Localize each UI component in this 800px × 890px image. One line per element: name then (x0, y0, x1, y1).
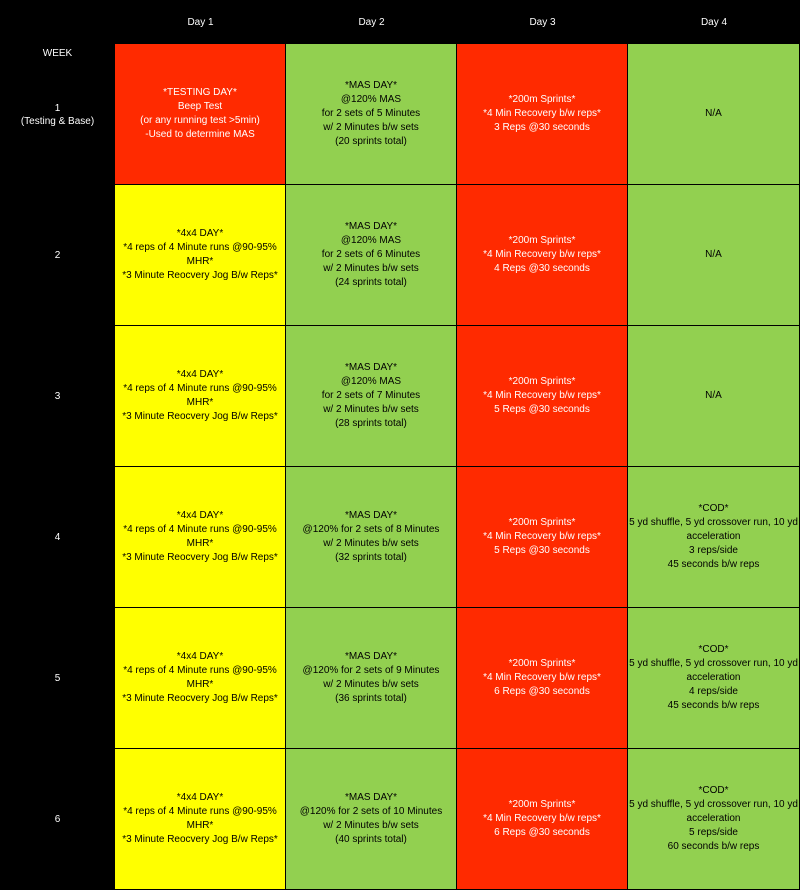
workout-line: 4 reps/side (689, 686, 738, 697)
workout-line: *4x4 DAY* (176, 510, 224, 521)
workout-line: *4 Min Recovery b/w reps* (483, 249, 601, 260)
header-day-4: Day 4 (700, 16, 728, 28)
week-column-label: WEEK (42, 48, 73, 59)
workout-line: *3 Minute Reocvery Jog B/w Reps* (122, 411, 278, 422)
workout-line: (36 sprints total) (335, 693, 407, 704)
workout-line: for 2 sets of 5 Minutes (321, 108, 421, 119)
workout-line: (40 sprints total) (335, 834, 407, 845)
week-number (0, 44, 115, 185)
workout-line: *MAS DAY* (344, 792, 398, 803)
workout-line: for 2 sets of 7 Minutes (321, 390, 421, 401)
week-label-line: 3 (54, 391, 61, 402)
workout-cell-week-4-day-3 (457, 467, 628, 608)
workout-line: @120% MAS (340, 235, 402, 246)
header-day-3: Day 3 (529, 16, 556, 28)
week-number (0, 326, 115, 467)
workout-line: acceleration (686, 813, 741, 824)
workout-cell-week-5-day-4 (628, 608, 800, 749)
corner-cell (0, 0, 115, 44)
workout-cell-week-4-day-1 (115, 467, 286, 608)
workout-cell-week-6-day-3 (457, 749, 628, 890)
workout-line: *200m Sprints* (508, 517, 576, 528)
workout-cell-week-4-day-2 (286, 467, 457, 608)
workout-line: 5 Reps @30 seconds (494, 404, 590, 415)
header-day-1: Day 1 (187, 16, 214, 28)
workout-cell-week-6-day-2 (286, 749, 457, 890)
workout-line: *COD* (698, 644, 729, 655)
workout-line: *200m Sprints* (508, 235, 576, 246)
workout-line: *3 Minute Reocvery Jog B/w Reps* (122, 834, 278, 845)
workout-line: 3 Reps @30 seconds (494, 122, 590, 133)
header-day-2: Day 2 (358, 16, 385, 28)
workout-line: @120% for 2 sets of 8 Minutes (302, 524, 440, 535)
week-label-line: 6 (54, 814, 61, 825)
workout-line: acceleration (686, 672, 741, 683)
workout-line: 6 Reps @30 seconds (494, 686, 590, 697)
workout-line: *200m Sprints* (508, 376, 576, 387)
workout-line: *3 Minute Reocvery Jog B/w Reps* (122, 552, 278, 563)
workout-cell-week-3-day-1 (115, 326, 286, 467)
workout-line: (28 sprints total) (335, 418, 407, 429)
week-label-line: 4 (54, 532, 61, 543)
workout-line: *4 Min Recovery b/w reps* (483, 531, 601, 542)
workout-line: 45 seconds b/w reps (667, 700, 760, 711)
workout-line: w/ 2 Minutes b/w sets (323, 122, 419, 133)
workout-line: *200m Sprints* (508, 94, 576, 105)
workout-cell-week-3-day-4 (628, 326, 800, 467)
workout-cell-week-5-day-1 (115, 608, 286, 749)
workout-line: 5 yd shuffle, 5 yd crossover run, 10 yd (629, 658, 798, 669)
workout-line: *COD* (698, 785, 729, 796)
workout-line: w/ 2 Minutes b/w sets (323, 263, 419, 274)
workout-cell-week-2-day-4 (628, 185, 800, 326)
workout-line: w/ 2 Minutes b/w sets (323, 538, 419, 549)
week-number (0, 185, 115, 326)
workout-line: @120% for 2 sets of 9 Minutes (302, 665, 440, 676)
workout-line: *4 Min Recovery b/w reps* (483, 108, 601, 119)
workout-line: *4x4 DAY* (176, 792, 224, 803)
week-number (0, 608, 115, 749)
workout-line: 5 yd shuffle, 5 yd crossover run, 10 yd (629, 799, 798, 810)
workout-cell-week-1-day-1 (115, 44, 286, 185)
workout-line: -Used to determine MAS (145, 129, 255, 140)
workout-line: (24 sprints total) (335, 277, 407, 288)
workout-cell-week-5-day-2 (286, 608, 457, 749)
workout-line: MHR* (186, 397, 214, 408)
workout-line: MHR* (186, 820, 214, 831)
workout-line: @120% MAS (340, 376, 402, 387)
workout-line: acceleration (686, 531, 741, 542)
week-number (0, 749, 115, 890)
workout-line: MHR* (186, 679, 214, 690)
workout-line: N/A (705, 108, 722, 119)
workout-cell-week-3-day-3 (457, 326, 628, 467)
workout-line: *200m Sprints* (508, 658, 576, 669)
workout-line: *4 Min Recovery b/w reps* (483, 672, 601, 683)
workout-line: w/ 2 Minutes b/w sets (323, 820, 419, 831)
workout-cell-week-1-day-4 (628, 44, 800, 185)
workout-line: 5 yd shuffle, 5 yd crossover run, 10 yd (629, 517, 798, 528)
workout-line: *4 reps of 4 Minute runs @90-95% (123, 665, 277, 676)
workout-line: 3 reps/side (689, 545, 738, 556)
workout-cell-week-2-day-3 (457, 185, 628, 326)
workout-line: *4 reps of 4 Minute runs @90-95% (123, 242, 277, 253)
workout-line: (20 sprints total) (335, 136, 407, 147)
workout-line: *4x4 DAY* (176, 369, 224, 380)
workout-line: 4 Reps @30 seconds (494, 263, 590, 274)
workout-line: w/ 2 Minutes b/w sets (323, 679, 419, 690)
workout-line: *4x4 DAY* (176, 651, 224, 662)
workout-line: @120% MAS (340, 94, 402, 105)
workout-line: (32 sprints total) (335, 552, 407, 563)
workout-line: *4 reps of 4 Minute runs @90-95% (123, 806, 277, 817)
workout-line: *COD* (698, 503, 729, 514)
workout-cell-week-4-day-4 (628, 467, 800, 608)
workout-cell-week-3-day-2 (286, 326, 457, 467)
workout-line: *MAS DAY* (344, 362, 398, 373)
workout-line: @120% for 2 sets of 10 Minutes (299, 806, 443, 817)
workout-line: 6 Reps @30 seconds (494, 827, 590, 838)
workout-line: 45 seconds b/w reps (667, 559, 760, 570)
workout-line: *4 Min Recovery b/w reps* (483, 390, 601, 401)
workout-line: 5 Reps @30 seconds (494, 545, 590, 556)
workout-line: (or any running test >5min) (140, 115, 260, 126)
workout-line: *3 Minute Reocvery Jog B/w Reps* (122, 270, 278, 281)
workout-cell-week-6-day-1 (115, 749, 286, 890)
week-number (0, 467, 115, 608)
workout-line: N/A (705, 249, 722, 260)
workout-line: *4 Min Recovery b/w reps* (483, 813, 601, 824)
workout-cell-week-5-day-3 (457, 608, 628, 749)
workout-cell-week-2-day-2 (286, 185, 457, 326)
workout-line: Beep Test (177, 101, 223, 112)
workout-line: for 2 sets of 6 Minutes (321, 249, 421, 260)
workout-line: *MAS DAY* (344, 651, 398, 662)
workout-cell-week-2-day-1 (115, 185, 286, 326)
workout-cell-week-1-day-3 (457, 44, 628, 185)
week-label-line: 2 (54, 250, 61, 261)
workout-line: *3 Minute Reocvery Jog B/w Reps* (122, 693, 278, 704)
workout-line: 5 reps/side (689, 827, 738, 838)
workout-line: *MAS DAY* (344, 80, 398, 91)
week-label-line: (Testing & Base) (20, 115, 95, 127)
workout-line: *4 reps of 4 Minute runs @90-95% (123, 383, 277, 394)
workout-line: MHR* (186, 538, 214, 549)
week-label-line: 5 (54, 673, 61, 684)
workout-line: *TESTING DAY* (163, 87, 237, 98)
workout-cell-week-6-day-4 (628, 749, 800, 890)
workout-line: w/ 2 Minutes b/w sets (323, 404, 419, 415)
workout-cell-week-1-day-2 (286, 44, 457, 185)
workout-line: *4x4 DAY* (176, 228, 224, 239)
week-label-line: 1 (54, 102, 61, 114)
workout-line: N/A (705, 390, 722, 401)
workout-line: *MAS DAY* (344, 221, 398, 232)
workout-line: *4 reps of 4 Minute runs @90-95% (123, 524, 277, 535)
workout-line: *200m Sprints* (508, 799, 576, 810)
workout-line: 60 seconds b/w reps (667, 841, 760, 852)
workout-line: *MAS DAY* (344, 510, 398, 521)
workout-line: MHR* (186, 256, 214, 267)
